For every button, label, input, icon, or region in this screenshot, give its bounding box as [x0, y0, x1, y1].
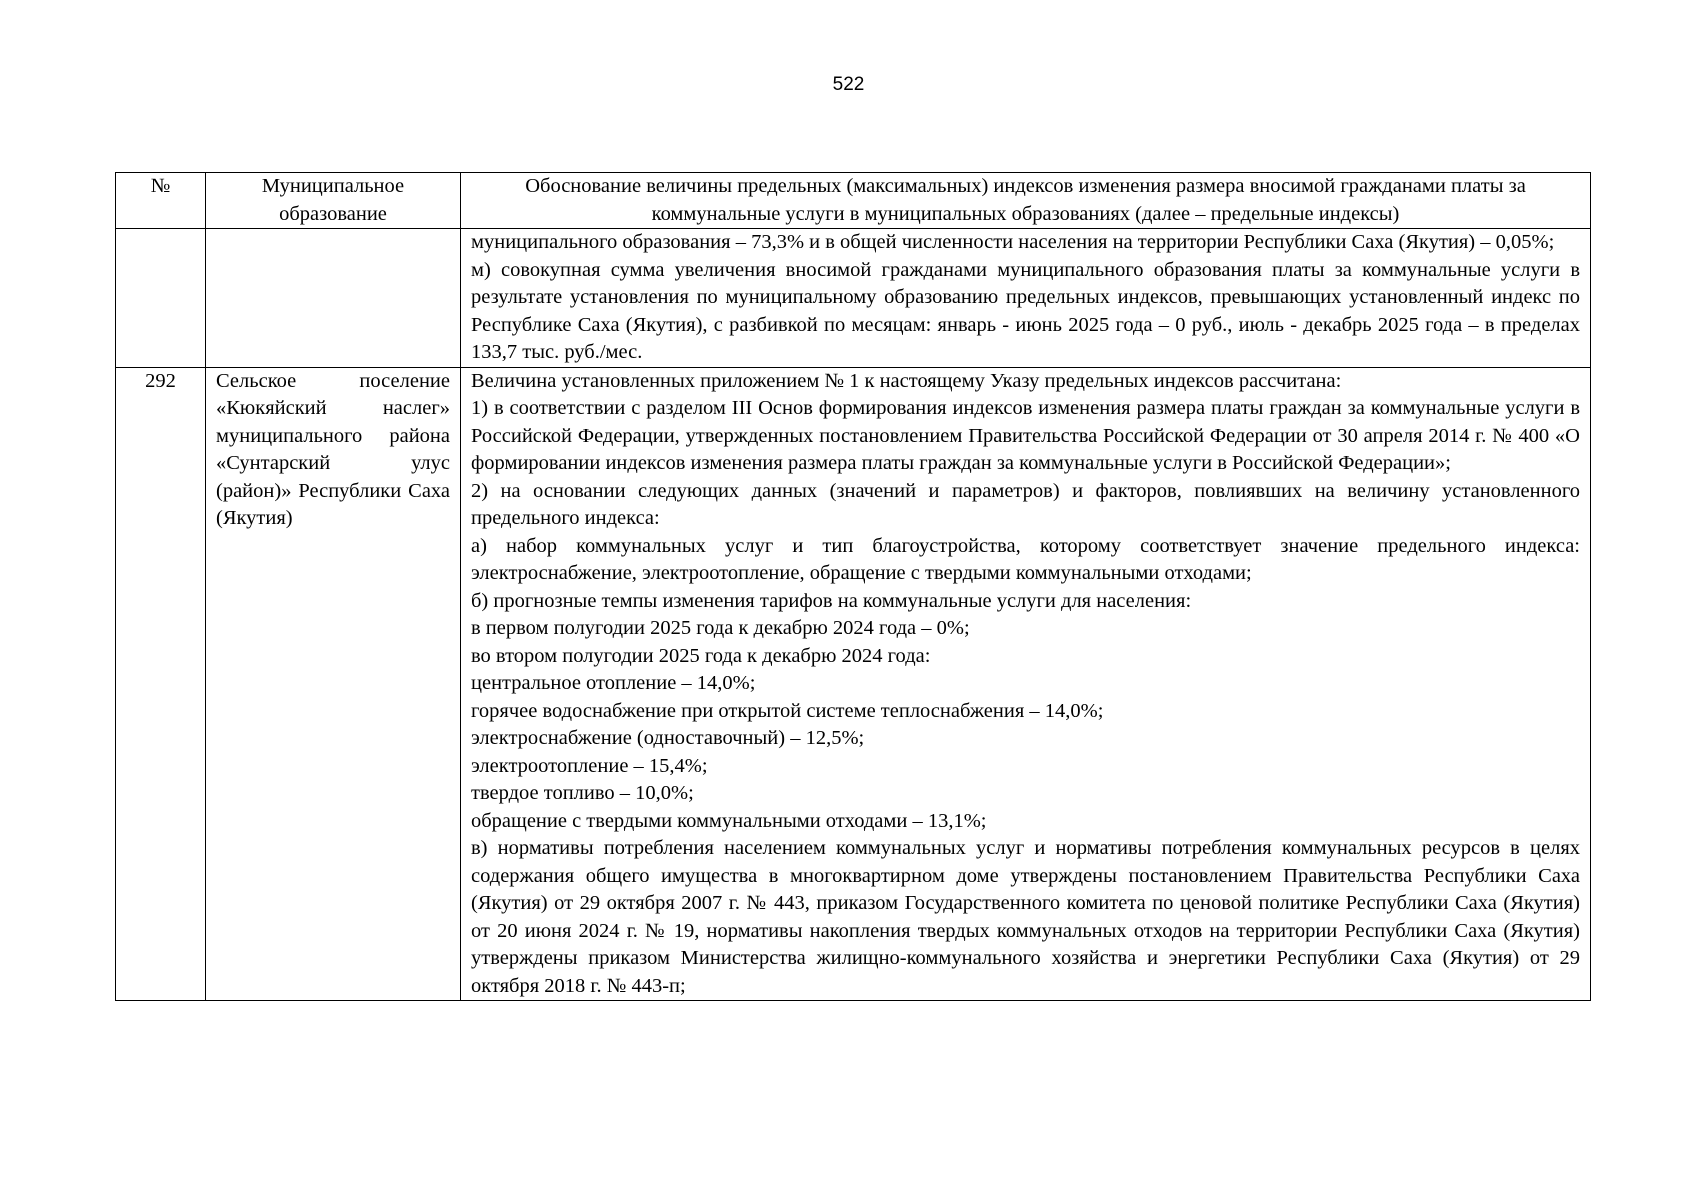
header-num: №: [116, 173, 206, 229]
row-municipality: [206, 229, 461, 368]
paragraph: горячее водоснабжение при открытой системе теплоснабжения – 14,0%;: [471, 699, 1104, 722]
row-justification: [461, 229, 1591, 368]
paragraph: 2) на основании следующих данных (значений и параметров) и факторов, повлиявших на величину установленного предельного индекса:: [471, 479, 1580, 529]
paragraph: Величина установленных приложением № 1 к настоящему Указу предельных индексов рассчитана:: [471, 369, 1342, 392]
table-row: [116, 229, 1591, 368]
paragraph: твердое топливо – 10,0%;: [471, 782, 694, 804]
paragraph: м) совокупная сумма увеличения вносимой гражданами муниципального образования платы за коммунальные услуги в результате установления по муниципальному образованию предельных индексов, превышающих установленный индекс по Республике Саха (Якутия), с разбивкой по месяцам: январь - июнь 2025 года – 0 руб., июль - декабрь 2025 года – в пределах 133,7 тыс. руб./мес.: [471, 258, 1580, 363]
header-justification: Обоснование величины предельных (максимальных) индексов изменения размера вносимой гражданами платы за коммунальные услуги в муниципальных образованиях (далее – предельные индексы): [461, 173, 1591, 229]
paragraph: электроснабжение (одноставочный) – 12,5%;: [471, 727, 865, 749]
paragraph: 1) в соответствии с разделом III Основ формирования индексов изменения размера платы граждан за коммунальные услуги в Российской Федерации, утвержденных постановлением Правительства Российской Федерации от 30 апреля 2014 г. № 400 «О формировании индексов изменения размера платы граждан за коммунальные услуги в Российской Федерации»;: [471, 397, 1580, 474]
row-municipality: Сельское поселение «Кюкяйский наслег» муниципального района «Сунтарский улус (район)» Республики Саха (Якутия): [206, 367, 461, 1001]
page-number: 522: [832, 74, 865, 95]
paragraph: б) прогнозные темпы изменения тарифов на коммунальные услуги для населения:: [471, 589, 1192, 612]
paragraph: а) набор коммунальных услуг и тип благоустройства, которому соответствует значение предельного индекса: электроснабжение, электроотопление, обращение с твердыми коммунальными отходами;: [471, 534, 1580, 584]
index-justification-table: [115, 172, 1591, 1001]
row-num: [116, 229, 206, 368]
row-num: 292: [116, 367, 206, 1001]
row-justification: [461, 367, 1591, 1001]
paragraph: муниципального образования – 73,3% и в общей численности населения на территории Республики Саха (Якутия) – 0,05%;: [471, 231, 1555, 253]
paragraph: в первом полугодии 2025 года к декабрю 2024 года – 0%;: [471, 617, 970, 639]
paragraph: во втором полугодии 2025 года к декабрю 2024 года:: [471, 644, 931, 667]
table-row: [116, 367, 1591, 1001]
paragraph: электроотопление – 15,4%;: [471, 754, 708, 777]
table-header-row: [116, 173, 1591, 229]
paragraph: в) нормативы потребления населением коммунальных услуг и нормативы потребления коммунальных ресурсов в целях содержания общего имущества в многоквартирном доме утверждены постановлением Правительства Республики Саха (Якутия) от 29 октября 2007 г. № 443, приказом Государственного комитета по ценовой политике Республики Саха (Якутия) от 20 июня 2024 г. № 19, нормативы накопления твердых коммунальных отходов на территории Республики Саха (Якутия) утверждены приказом Министерства жилищно-коммунального хозяйства и энергетики Республики Саха (Якутия) от 29 октября 2018 г. № 443-п;: [471, 837, 1580, 997]
paragraph: обращение с твердыми коммунальными отходами – 13,1%;: [471, 809, 987, 832]
paragraph: центральное отопление – 14,0%;: [471, 672, 756, 694]
header-municipality: Муниципальное образование: [206, 173, 461, 229]
